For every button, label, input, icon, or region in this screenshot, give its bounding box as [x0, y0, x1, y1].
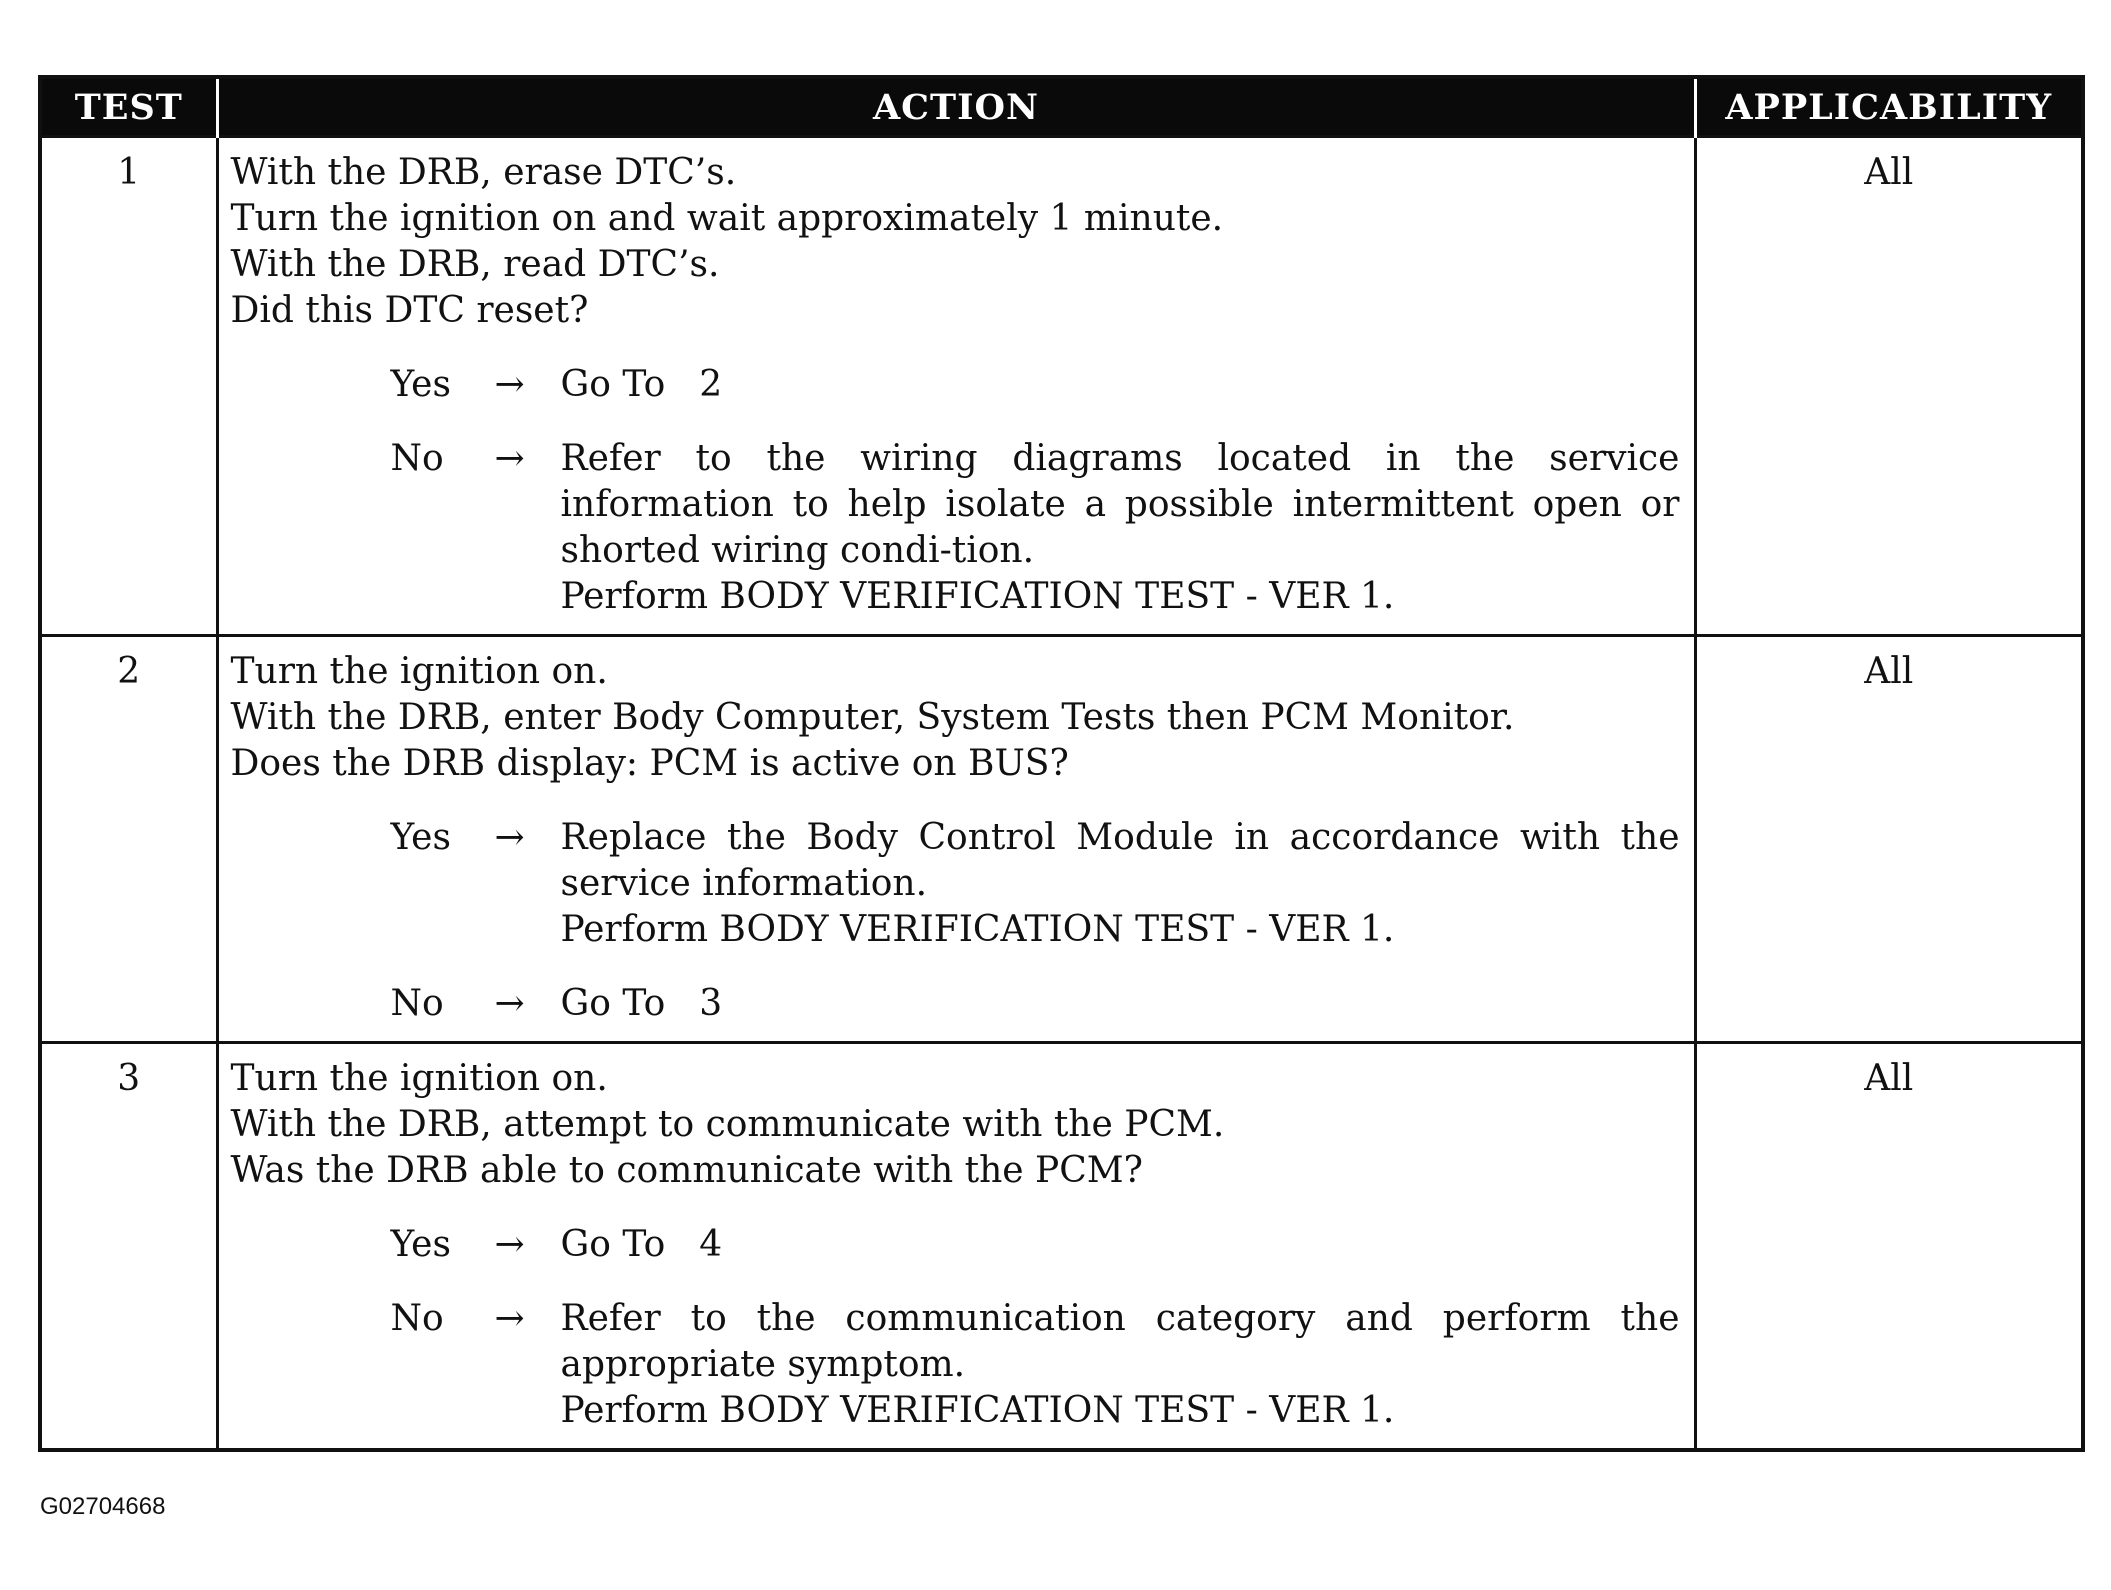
outcome-label: No [390, 438, 444, 479]
outcome-perform: Perform BODY VERIFICATION TEST - VER 1. [560, 1390, 1395, 1431]
outcome-perform: Perform BODY VERIFICATION TEST - VER 1. [560, 909, 1395, 950]
outcome-body [561, 436, 1684, 620]
action-step: With the DRB, erase DTC’s. [230, 152, 737, 193]
outcome-no [231, 436, 1684, 620]
outcome-label: No [390, 983, 444, 1024]
outcome-body [561, 815, 1684, 953]
goto-target: 2 [699, 364, 723, 405]
outcome-text: Replace the Body Control Module in accordance with the service information. [560, 817, 1680, 904]
goto-target: 4 [699, 1224, 723, 1265]
outcome-text: Refer to the communication category and perform the appropriate symptom. [560, 1298, 1680, 1385]
arrow-right-icon: → [494, 438, 525, 479]
arrow-right-icon: → [494, 817, 525, 858]
applicability-value: All [1695, 137, 2083, 636]
test-number: 3 [40, 1043, 217, 1451]
applicability-value: All [1695, 1043, 2083, 1451]
outcome-label: Yes [390, 817, 451, 858]
outcome-label: Yes [390, 1224, 451, 1265]
action-cell [217, 137, 1695, 636]
goto-target: 3 [699, 983, 723, 1024]
goto-text: Go To [560, 1224, 666, 1265]
test-number: 1 [40, 137, 217, 636]
action-step: With the DRB, read DTC’s. [230, 244, 720, 285]
outcome-goto [561, 362, 1684, 408]
outcome-yes [231, 815, 1684, 953]
action-step: Did this DTC reset? [230, 290, 589, 331]
test-number: 2 [40, 636, 217, 1043]
goto-text: Go To [560, 983, 666, 1024]
outcome-goto [561, 1222, 1684, 1268]
arrow-right-icon: → [494, 1298, 525, 1339]
header-action: ACTION [217, 77, 1695, 137]
arrow-right-icon: → [494, 364, 525, 405]
outcome-label: No [390, 1298, 444, 1339]
action-cell [217, 636, 1695, 1043]
action-step: With the DRB, enter Body Computer, System Tests then PCM Monitor. [230, 697, 1515, 738]
action-cell [217, 1043, 1695, 1451]
diagnostic-test-table [38, 75, 2085, 1452]
outcome-perform: Perform BODY VERIFICATION TEST - VER 1. [560, 576, 1395, 617]
goto-text: Go To [560, 364, 666, 405]
header-test: TEST [40, 77, 217, 137]
action-step: Does the DRB display: PCM is active on BUS? [230, 743, 1069, 784]
table-row [40, 137, 2083, 636]
outcome-goto [561, 981, 1684, 1027]
action-step: With the DRB, attempt to communicate with the PCM. [230, 1104, 1225, 1145]
outcome-yes [231, 362, 1684, 408]
arrow-right-icon: → [494, 1224, 525, 1265]
outcome-label: Yes [390, 364, 451, 405]
header-applicability: APPLICABILITY [1695, 77, 2083, 137]
outcome-text: Refer to the wiring diagrams located in the service information to help isolate a possible intermittent open or shorted wiring condi-tion. [560, 438, 1680, 571]
outcome-no [231, 1296, 1684, 1434]
action-step: Turn the ignition on and wait approximately 1 minute. [230, 198, 1224, 239]
action-step: Was the DRB able to communicate with the PCM? [230, 1150, 1143, 1191]
table-row [40, 636, 2083, 1043]
table-header-row [40, 77, 2083, 137]
outcome-yes [231, 1222, 1684, 1268]
applicability-value: All [1695, 636, 2083, 1043]
action-step: Turn the ignition on. [230, 1058, 608, 1099]
action-step: Turn the ignition on. [230, 651, 608, 692]
outcome-no [231, 981, 1684, 1027]
arrow-right-icon: → [494, 983, 525, 1024]
outcome-body [561, 1296, 1684, 1434]
table-row [40, 1043, 2083, 1451]
figure-id: G02704668 [40, 1493, 166, 1520]
